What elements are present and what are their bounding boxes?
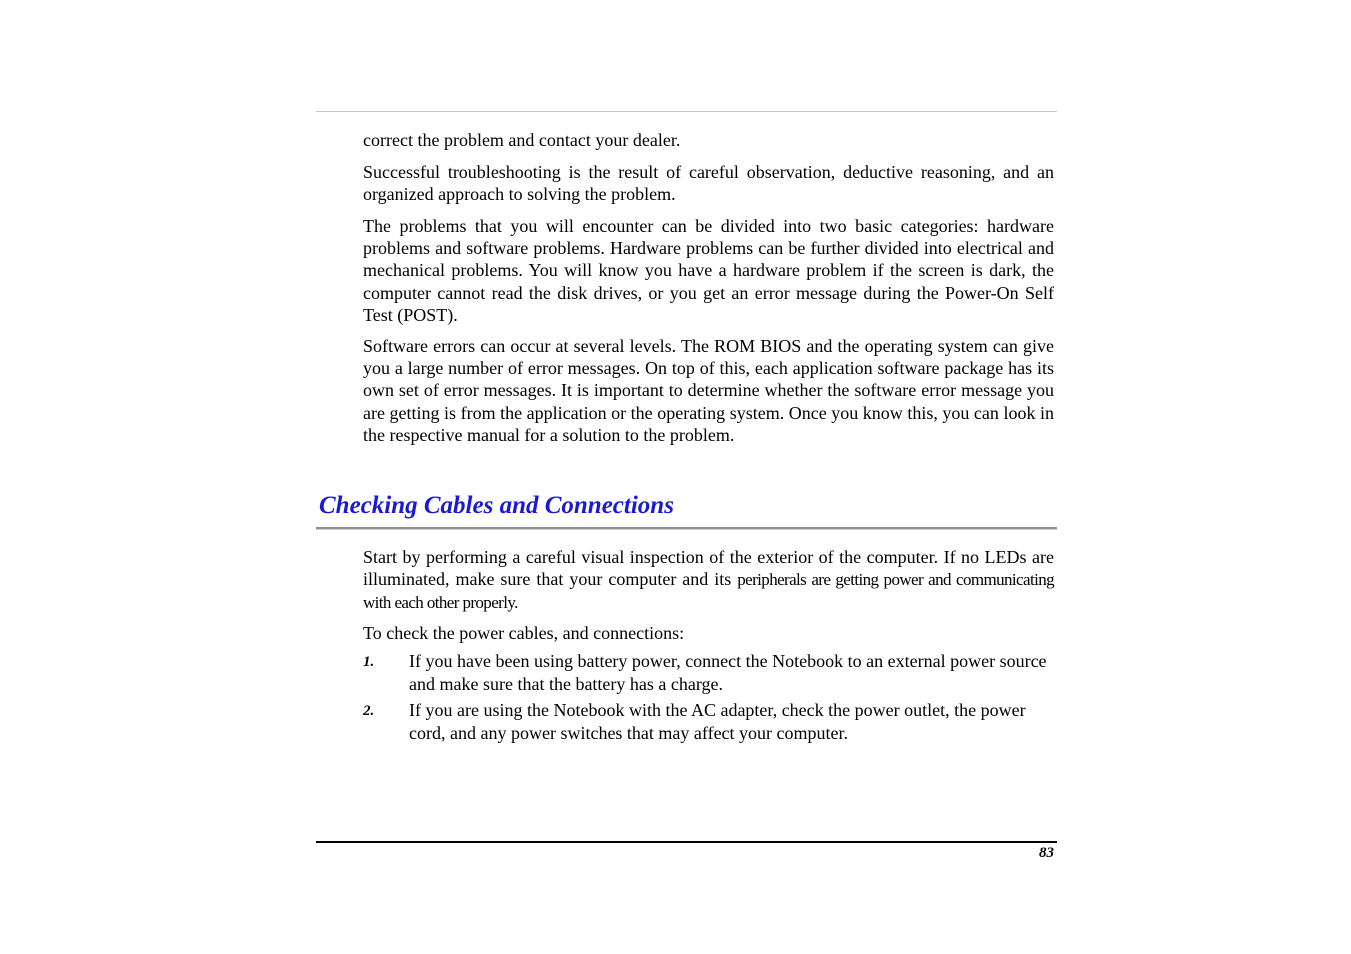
header-rule [316, 111, 1057, 112]
list-item [363, 699, 1063, 744]
visual-inspection-main-text: Start by performing a careful visual inspection of the exterior of the computer. If no LEDs are illuminated, make sure that your computer and its [363, 547, 1054, 590]
steps-list [363, 650, 1063, 744]
footer-rule [316, 841, 1057, 843]
section-heading-rule [316, 527, 1057, 530]
visual-inspection-tail-text: peripherals are getting power and communicating with each other properly. [363, 570, 1054, 613]
step-number: 2. [363, 703, 375, 719]
step-number: 1. [363, 654, 375, 670]
paragraph-software-errors: Software errors can occur at several levels. The ROM BIOS and the operating system can give you a large number of error messages. On top of this, each application software package has its own set of error messages. It is important to determine whether the software error message you are getting is from the application or the operating system. Once you know this, you can look in the respective manual for a solution to the problem. [363, 336, 1054, 445]
step-text: If you are using the Notebook with the AC adapter, check the power outlet, the power cord, and any power switches that may affect your computer. [409, 700, 1026, 743]
step-text: If you have been using battery power, connect the Notebook to an external power source and make sure that the battery has a charge. [409, 651, 1047, 694]
paragraph-contact-dealer: correct the problem and contact your dealer. [363, 130, 681, 150]
section-heading: Checking Cables and Connections [319, 492, 674, 519]
list-item [363, 650, 1063, 695]
page-number: 83 [1039, 845, 1054, 861]
paragraph-problem-categories: The problems that you will encounter can be divided into two basic categories: hardware problems and software problems. Hardware problems can be further divided into electrical and mechanical problems. You will know you have a hardware problem if the screen is dark, the computer cannot read the disk drives, or you get an error message during the Power-On Self Test (POST). [363, 216, 1054, 325]
paragraph-visual-inspection [363, 546, 1054, 615]
paragraph-check-cables-lead-in: To check the power cables, and connections: [363, 623, 685, 643]
paragraph-successful-troubleshooting: Successful troubleshooting is the result of careful observation, deductive reasoning, and an organized approach to solving the problem. [363, 162, 1054, 205]
